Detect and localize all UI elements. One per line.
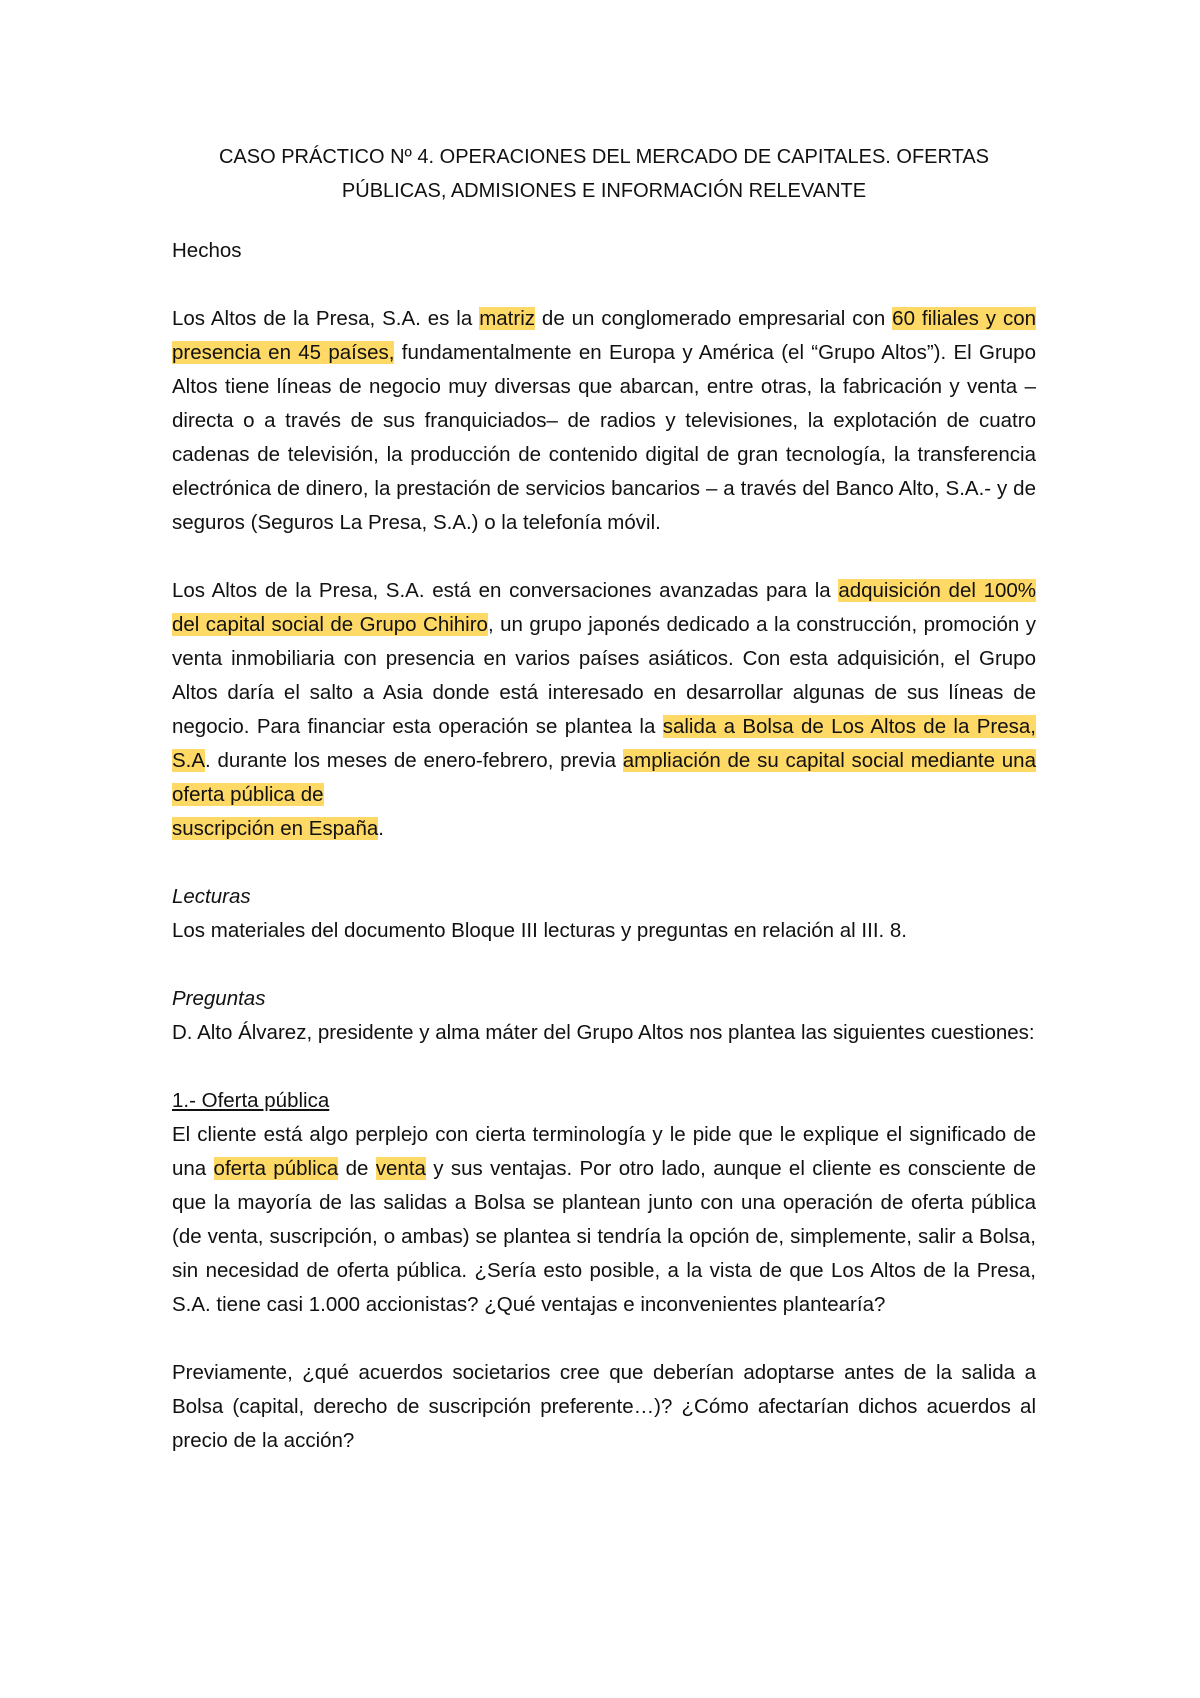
paragraph-hechos-2: [172, 574, 1036, 846]
highlight-oferta-publica: oferta pública: [213, 1157, 339, 1180]
p3-text-2: de: [338, 1157, 376, 1180]
highlight-salida-bolsa: salida a Bolsa de Los Altos de la Presa, S.A: [172, 715, 1036, 772]
highlight-matriz: matriz: [479, 307, 535, 330]
p1-text-1: Los Altos de la Presa, S.A. es la: [172, 307, 480, 330]
hechos-label: Hechos: [172, 239, 242, 262]
p2-text-1: Los Altos de la Presa, S.A. está en conversaciones avanzadas para la: [172, 579, 839, 602]
lecturas-text: Los materiales del documento Bloque III lecturas y preguntas en relación al III. 8.: [172, 919, 907, 942]
document-title: [172, 140, 1036, 208]
document-body: [172, 140, 1036, 1492]
p3-text-3: y sus ventajas. Por otro lado, aunque el cliente es consciente de que la mayoría de las salidas a Bolsa se plantean junto con una operación de oferta pública (de venta, suscripción, o ambas) se plantea si tendría la opción de, simplemente, salir a Bolsa, sin necesidad de oferta pública. ¿Sería esto posible, a la vista de que Los Altos de la Presa, S.A. tiene casi 1.000 accionistas? ¿Qué ventajas e inconvenientes plantearía?: [172, 1157, 1036, 1316]
title-line-2: PÚBLICAS, ADMISIONES E INFORMACIÓN RELEVANTE: [341, 180, 867, 202]
highlight-suscripcion: suscripción en España: [172, 817, 379, 840]
highlight-venta: venta: [375, 1157, 426, 1180]
section-1-heading: 1.- Oferta pública: [172, 1089, 330, 1112]
highlight-ampliacion: ampliación de su capital social mediante una oferta pública de: [172, 749, 1036, 806]
preguntas-label: Preguntas: [172, 987, 266, 1010]
p2-text-3: . durante los meses de enero-febrero, previa: [205, 749, 623, 772]
highlight-filiales: 60 filiales y con presencia en 45 países,: [172, 307, 1036, 364]
p3-text-1: El cliente está algo perplejo con cierta terminología y le pide que le explique el significado de una: [172, 1123, 1036, 1180]
paragraph-oferta-publica: [172, 1118, 1036, 1322]
lecturas-label: Lecturas: [172, 885, 251, 908]
p2-text-2: , un grupo japonés dedicado a la construcción, promoción y venta inmobiliaria con presencia en varios países asiáticos. Con esta adquisición, el Grupo Altos daría el salto a Asia donde está interesado en desarrollar algunas de sus líneas de negocio. Para financiar esta operación se plantea la: [172, 613, 1036, 738]
p1-text-2: de un conglomerado empresarial con: [535, 307, 893, 330]
paragraph-hechos-1: [172, 302, 1036, 540]
preguntas-intro: D. Alto Álvarez, presidente y alma máter del Grupo Altos nos plantea las siguientes cuestiones:: [172, 1021, 1035, 1044]
paragraph-acuerdos: Previamente, ¿qué acuerdos societarios cree que deberían adoptarse antes de la salida a Bolsa (capital, derecho de suscripción preferente…)? ¿Cómo afectarían dichos acuerdos al precio de la acción?: [172, 1361, 1036, 1452]
title-line-1: CASO PRÁCTICO Nº 4. OPERACIONES DEL MERCADO DE CAPITALES. OFERTAS: [218, 146, 990, 168]
p1-text-3: fundamentalmente en Europa y América (el “Grupo Altos”). El Grupo Altos tiene líneas de negocio muy diversas que abarcan, entre otras, la fabricación y venta – directa o a través de sus franquiciados– de radios y televisiones, la explotación de cuatro cadenas de televisión, la producción de contenido digital de gran tecnología, la transferencia electrónica de dinero, la prestación de servicios bancarios – a través del Banco Alto, S.A.- y de seguros (Seguros La Presa, S.A.) o la telefonía móvil.: [172, 341, 1036, 534]
p2-text-4: .: [378, 817, 384, 840]
highlight-adquisicion: adquisición del 100% del capital social de Grupo Chihiro: [172, 579, 1037, 636]
